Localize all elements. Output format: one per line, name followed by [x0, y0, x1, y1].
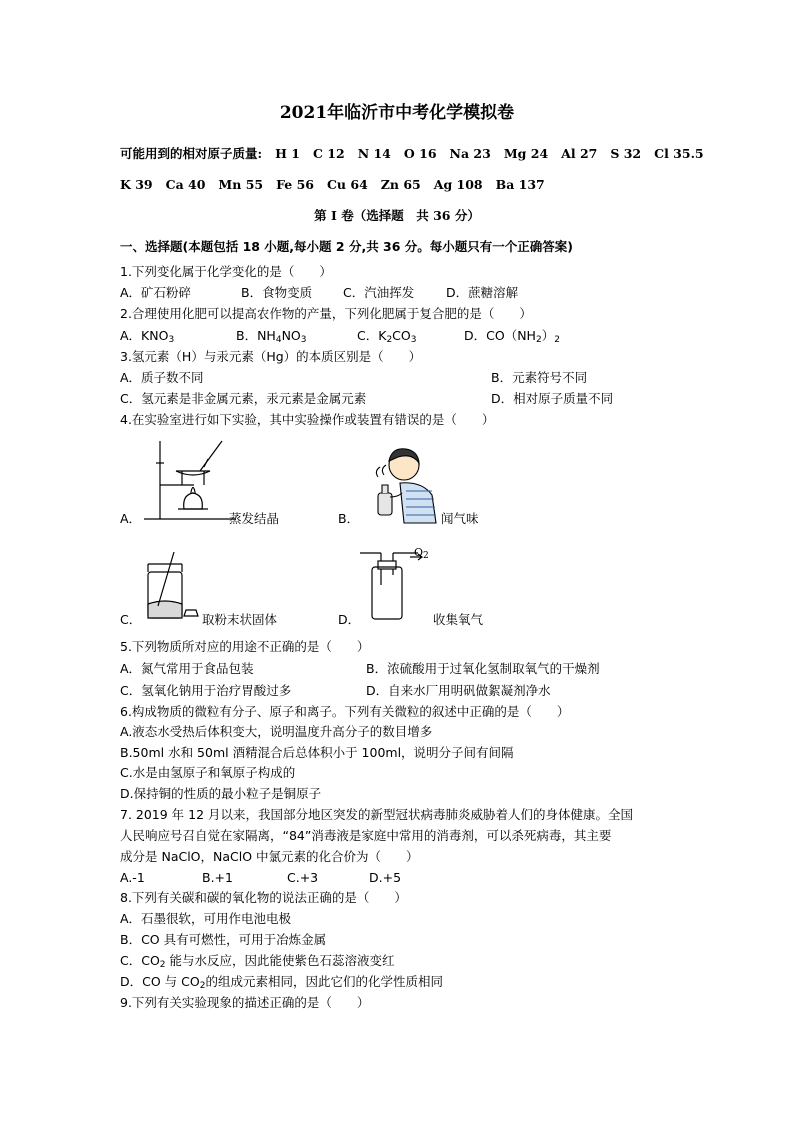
atomic-masses-label: 可能用到的相对原子质量:: [120, 146, 263, 161]
mass-item: C 12: [313, 146, 345, 161]
mass-item: Ba 137: [495, 177, 545, 192]
q3-option-a: A．质子数不同: [120, 370, 204, 385]
q4-option-a-letter: A．: [120, 511, 142, 526]
mass-item: Zn 65: [380, 177, 421, 192]
oxygen-label: $O_2$: [414, 546, 429, 561]
q7-stem-line-1: 7. 2019 年 12 月以来，我国部分地区突发的新型冠状病毒肺炎威胁着人们的身体健康。全国: [120, 807, 634, 822]
mass-item: Mn 55: [218, 177, 264, 192]
q1-stem: 1.下列变化属于化学变化的是（ ）: [120, 264, 332, 279]
q4-option-a-label: 蒸发结晶: [229, 511, 280, 526]
q4-option-c-letter: C．: [120, 612, 142, 627]
q8-stem: 8.下列有关碳和碳的氧化物的说法正确的是（ ）: [120, 890, 407, 905]
q2-stem: 2.合理使用化肥可以提高农作物的产量，下列化肥属于复合肥的是（ ）: [120, 306, 532, 321]
mass-item: Cl 35.5: [654, 146, 704, 161]
atomic-masses-line-1: [120, 145, 704, 163]
mass-item: H 1: [275, 146, 300, 161]
q7-stem-line-3: 成分是 NaClO，NaClO 中氯元素的化合价为（ ）: [120, 849, 419, 864]
q7-stem-line-2: 人民响应号召自觉在家隔离，“84”消毒液是家庭中常用的消毒剂，可以杀死病毒，其主要: [120, 828, 612, 843]
section-title: 第 I 卷（选择题 共 36 分）: [314, 208, 480, 223]
mass-item: Mg 24: [503, 146, 549, 161]
smelling-gas-figure: [360, 437, 442, 525]
q5-option-c: C．氢氧化钠用于治疗胃酸过多: [120, 683, 292, 698]
q5-option-a: A．氮气常用于食品包装: [120, 661, 254, 676]
page-title: 2021年临沂市中考化学模拟卷: [279, 103, 515, 123]
q5-option-b: B．浓硫酸用于过氧化氢制取氧气的干燥剂: [366, 661, 600, 676]
q7-option-b: B.+1: [202, 870, 233, 885]
q6-option-a: A.液态水受热后体积变大，说明温度升高分子的数目增多: [120, 724, 433, 739]
q1-option-d: D．蔗糖溶解: [446, 285, 519, 300]
q6-option-d: D.保持铜的性质的最小粒子是铜原子: [120, 786, 322, 801]
q8-option-c: C．$CO_2$ 能与水反应，因此能使紫色石蕊溶液变红: [120, 953, 395, 970]
q3-stem: 3.氢元素（H）与汞元素（Hg）的本质区别是（ ）: [120, 349, 422, 364]
q3-option-b: B．元素符号不同: [491, 370, 588, 385]
q1-option-c: C．汽油挥发: [343, 285, 415, 300]
mass-item: K 39: [120, 177, 153, 192]
q6-stem: 6.构成物质的微粒有分子、原子和离子。下列有关微粒的叙述中正确的是（ ）: [120, 704, 570, 719]
q5-option-d: D．自来水厂用明矾做絮凝剂净水: [366, 683, 551, 698]
mass-item: Cu 64: [326, 177, 368, 192]
q4-option-b-letter: B．: [338, 511, 360, 526]
q8-option-d: D．CO 与 $CO_2$的组成元素相同，因此它们的化学性质相同: [120, 974, 443, 991]
q2-option-c: C．$K_2CO_3$: [357, 328, 417, 345]
mass-item: Ag 108: [433, 177, 483, 192]
q8-option-a: A．石墨很软，可用作电池电极: [120, 911, 292, 926]
mass-item: Ca 40: [165, 177, 206, 192]
q4-option-d-label: 收集氧气: [433, 612, 484, 627]
atomic-masses-line-2: [120, 176, 558, 194]
mass-item: Fe 56: [276, 177, 314, 192]
q6-option-c: C.水是由氢原子和氧原子构成的: [120, 765, 296, 780]
q4-option-d-letter: D．: [338, 612, 361, 627]
mass-item: S 32: [610, 146, 642, 161]
mass-item: O 16: [403, 146, 437, 161]
q1-option-b: B．食物变质: [241, 285, 313, 300]
q3-option-d: D．相对原子质量不同: [491, 391, 614, 406]
q6-option-b: B.50ml 水和 50ml 酒精混合后总体积小于 100ml，说明分子间有间隔: [120, 745, 514, 760]
q2-option-d: D．$CO(NH_2)_2$: [464, 328, 560, 345]
q3-option-c: C．氢元素是非金属元素，汞元素是金属元素: [120, 391, 367, 406]
q8-option-b: B．CO 具有可燃性，可用于冶炼金属: [120, 932, 327, 947]
q1-option-a: A．矿石粉碎: [120, 285, 192, 300]
mass-item: Na 23: [449, 146, 491, 161]
mass-item: N 14: [357, 146, 391, 161]
q4-stem: 4.在实验室进行如下实验，其中实验操作或装置有错误的是（ ）: [120, 412, 495, 427]
q4-option-b-label: 闻气味: [441, 511, 479, 526]
evaporation-apparatus-figure: [138, 437, 238, 525]
q4-option-c-label: 取粉末状固体: [202, 612, 278, 627]
powder-bottle-figure: [142, 550, 202, 622]
q5-stem: 5.下列物质所对应的用途不正确的是（ ）: [120, 639, 370, 654]
q2-option-b: B．$NH_4NO_3$: [236, 328, 307, 345]
q2-option-a: A．$KNO_3$: [120, 328, 175, 345]
part-title: 一、选择题(本题包括 18 小题,每小题 2 分,共 36 分。每小题只有一个正确答案): [120, 239, 574, 254]
q7-option-c: C.+3: [287, 870, 319, 885]
q7-option-d: D.+5: [369, 870, 402, 885]
q7-option-a: A.-1: [120, 870, 145, 885]
q9-stem: 9.下列有关实验现象的描述正确的是（ ）: [120, 995, 370, 1010]
mass-item: Al 27: [561, 146, 598, 161]
